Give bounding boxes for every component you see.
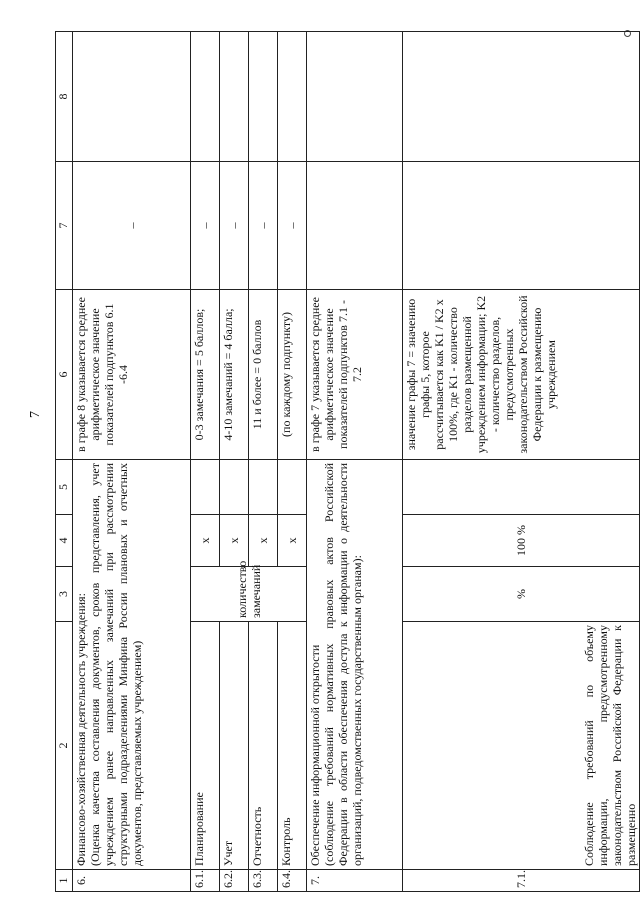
section6-desc: (Оценка качества составления документов, сроков представления, учет учреждением ранее направленных замечаний при рассмотрении структурными подразделениями Минфина России плановых и отчетных документов, представляемых учреждением) <box>88 463 144 866</box>
section6-col6: в графе 8 указывается среднее арифметическое значение показателей подпунктов 6.1 -6.4 <box>73 290 191 460</box>
row-6-3-name: Отчетность <box>249 622 278 870</box>
section7-col7 <box>307 162 403 290</box>
row-6-3-c6: 11 и более = 0 баллов <box>249 290 278 460</box>
section6-col8 <box>73 32 191 162</box>
row-6-2-c5 <box>220 460 249 515</box>
row-6-1-c6: 0-3 замечания = 5 баллов; <box>191 290 220 460</box>
row-6-2-name: Учет <box>220 622 249 870</box>
row-6-3-c4: х <box>249 515 278 567</box>
col-header-1: 1 <box>56 870 73 892</box>
col-header-3: 3 <box>56 567 73 622</box>
section6-text <box>73 460 191 870</box>
row-6-3-c7: – <box>249 162 278 290</box>
row-7-1-value: 100 % <box>403 515 640 567</box>
page-number: 7 <box>28 411 43 418</box>
criteria-table <box>55 31 640 892</box>
rotated-table-area <box>55 32 640 892</box>
header-row <box>56 32 73 892</box>
row-6-4-c5 <box>278 460 307 515</box>
row-6-1-c7: – <box>191 162 220 290</box>
section6-num: 6. <box>73 870 191 892</box>
row-7-1-c6: значение графы 7 = значению графы 5, которое рассчитывается как K1 / K2 х 100%, где K1 - количество разделов размещенной учреждением информации; K2 - количество разделов, предусмотренных законодательством Российской Федерации к размещению учреждением <box>403 290 640 460</box>
col-header-4: 4 <box>56 515 73 567</box>
row-6-3-num: 6.3. <box>249 870 278 892</box>
row-7-1-c7 <box>403 162 640 290</box>
row-6-4-c8 <box>278 32 307 162</box>
row-6-1-num: 6.1. <box>191 870 220 892</box>
row-6-3-c8 <box>249 32 278 162</box>
section7-text <box>307 460 403 870</box>
row-6-1-name: Планирование <box>191 622 220 870</box>
section7-col8 <box>307 32 403 162</box>
row-6-2-c6: 4-10 замечаний = 4 балла; <box>220 290 249 460</box>
section6-row <box>73 32 191 892</box>
col-header-2: 2 <box>56 622 73 870</box>
section7-desc: (соблюдение требований нормативных правовых актов Российской Федерации в области обеспечения доступа к информации о деятельности организаций, подведомственных государственным органам): <box>322 463 364 866</box>
unit-6: количество замечаний <box>191 567 307 622</box>
row-6-1-c8 <box>191 32 220 162</box>
section7-title: Обеспечение информационной открытости <box>308 644 322 866</box>
row-6-4-c6: (по каждому подпункту) <box>278 290 307 460</box>
row-6-4-c4: х <box>278 515 307 567</box>
row-6-3 <box>249 32 278 892</box>
row-7-1-c5 <box>403 460 640 515</box>
section6-title: Финансово-хозяйственная деятельность учреждения: <box>74 593 88 866</box>
row-6-2-c4: х <box>220 515 249 567</box>
row-6-2-c8 <box>220 32 249 162</box>
section7-col6: в графе 7 указывается среднее арифметическое значение показателей подпунктов 7.1 - 7.2 <box>307 290 403 460</box>
row-6-2 <box>220 32 249 892</box>
section6-col7: – <box>73 162 191 290</box>
row-6-1-c4: х <box>191 515 220 567</box>
row-6-1-c5 <box>191 460 220 515</box>
section7-num: 7. <box>307 870 403 892</box>
col-header-7: 7 <box>56 162 73 290</box>
col-header-6: 6 <box>56 290 73 460</box>
row-6-2-c7: – <box>220 162 249 290</box>
row-7-1-name: Соблюдение требований по объему информации, предусмотренному законодательством Российской Федерации к размещенно <box>403 622 640 870</box>
row-6-2-num: 6.2. <box>220 870 249 892</box>
col-header-8: 8 <box>56 32 73 162</box>
row-6-4-name: Контроль <box>278 622 307 870</box>
section7-row <box>307 32 403 892</box>
row-6-4-num: 6.4. <box>278 870 307 892</box>
row-6-1 <box>191 32 220 892</box>
row-6-3-c5 <box>249 460 278 515</box>
row-7-1-unit: % <box>403 567 640 622</box>
row-7-1-c8 <box>403 32 640 162</box>
row-7-1 <box>403 32 640 892</box>
row-7-1-num: 7.1. <box>403 870 640 892</box>
row-6-4 <box>278 32 307 892</box>
col-header-5: 5 <box>56 460 73 515</box>
row-6-4-c7: – <box>278 162 307 290</box>
